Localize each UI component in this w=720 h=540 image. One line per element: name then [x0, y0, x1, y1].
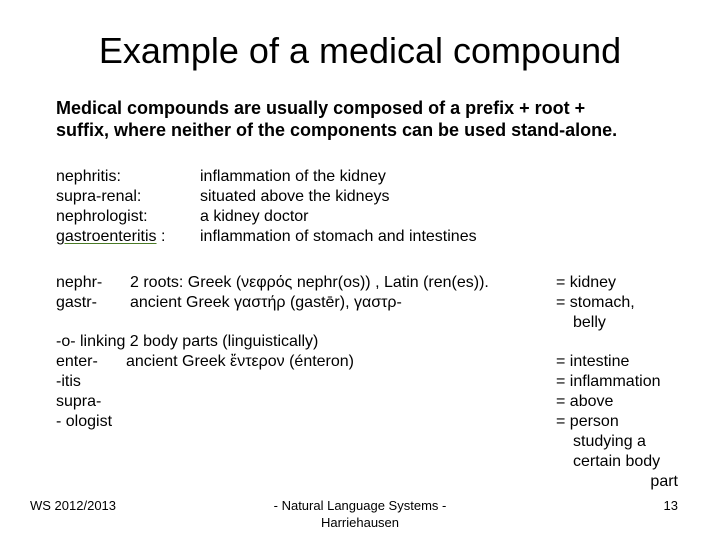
- example-definition: inflammation of the kidney: [200, 168, 386, 185]
- root-label: nephr-: [56, 274, 103, 291]
- morpheme-meaning: studying a: [573, 433, 646, 450]
- root-meanings: [556, 273, 635, 333]
- example-terms: [56, 167, 165, 247]
- morpheme-label: supra-: [56, 393, 102, 410]
- morpheme-meaning-tail: part: [650, 473, 678, 490]
- example-definition: a kidney doctor: [200, 208, 309, 225]
- intro-paragraph: [56, 97, 617, 141]
- gastroenteritis-link[interactable]: gastroenteritis: [56, 228, 157, 245]
- root-meaning: = stomach,: [556, 294, 635, 311]
- root-origin: ancient Greek γαστήρ (gastēr), γαστρ-: [130, 294, 402, 311]
- example-term-row: [56, 227, 165, 247]
- example-definition: situated above the kidneys: [200, 188, 390, 205]
- morpheme-label: enter-: [56, 353, 98, 370]
- morpheme-meanings: [556, 352, 678, 492]
- footer-page-number: 13: [663, 498, 678, 513]
- intro-line: suffix, where neither of the components can be used stand-alone.: [56, 120, 618, 140]
- morpheme-label: -itis: [56, 373, 81, 390]
- term-colon: :: [156, 228, 166, 245]
- morpheme-meaning: = above: [556, 393, 614, 410]
- footer-course: - Natural Language Systems - Harriehausen: [273, 498, 447, 530]
- root-meaning: belly: [573, 314, 606, 331]
- footer-semester: WS 2012/2013: [30, 498, 117, 513]
- morpheme-origin: ancient Greek ἔντερον (énteron): [126, 353, 355, 370]
- root-label: gastr-: [56, 294, 97, 311]
- root-labels: [56, 273, 102, 313]
- root-origins: [130, 273, 489, 313]
- example-term: supra-renal:: [56, 188, 142, 205]
- slide-title: Example of a medical compound: [98, 30, 622, 71]
- root-origin: 2 roots: Greek (νεφρός nephr(os)) , Latin (ren(es)).: [130, 274, 489, 291]
- morpheme-origins: [126, 352, 354, 372]
- root-meaning: = kidney: [556, 274, 617, 291]
- morpheme-labels: [56, 332, 318, 432]
- example-term: nephritis:: [56, 168, 121, 185]
- intro-line: Medical compounds are usually composed of a prefix + root +: [56, 98, 586, 118]
- example-term: nephrologist:: [56, 208, 148, 225]
- example-definitions: [200, 167, 477, 247]
- morpheme-meaning: certain body: [573, 453, 661, 470]
- morpheme-meaning: = intestine: [556, 353, 630, 370]
- morpheme-meaning: = person: [556, 413, 619, 430]
- morpheme-meaning: = inflammation: [556, 373, 661, 390]
- linking-note: -o- linking 2 body parts (linguistically): [56, 333, 319, 350]
- example-definition: inflammation of stomach and intestines: [200, 228, 477, 245]
- morpheme-label: - ologist: [56, 413, 113, 430]
